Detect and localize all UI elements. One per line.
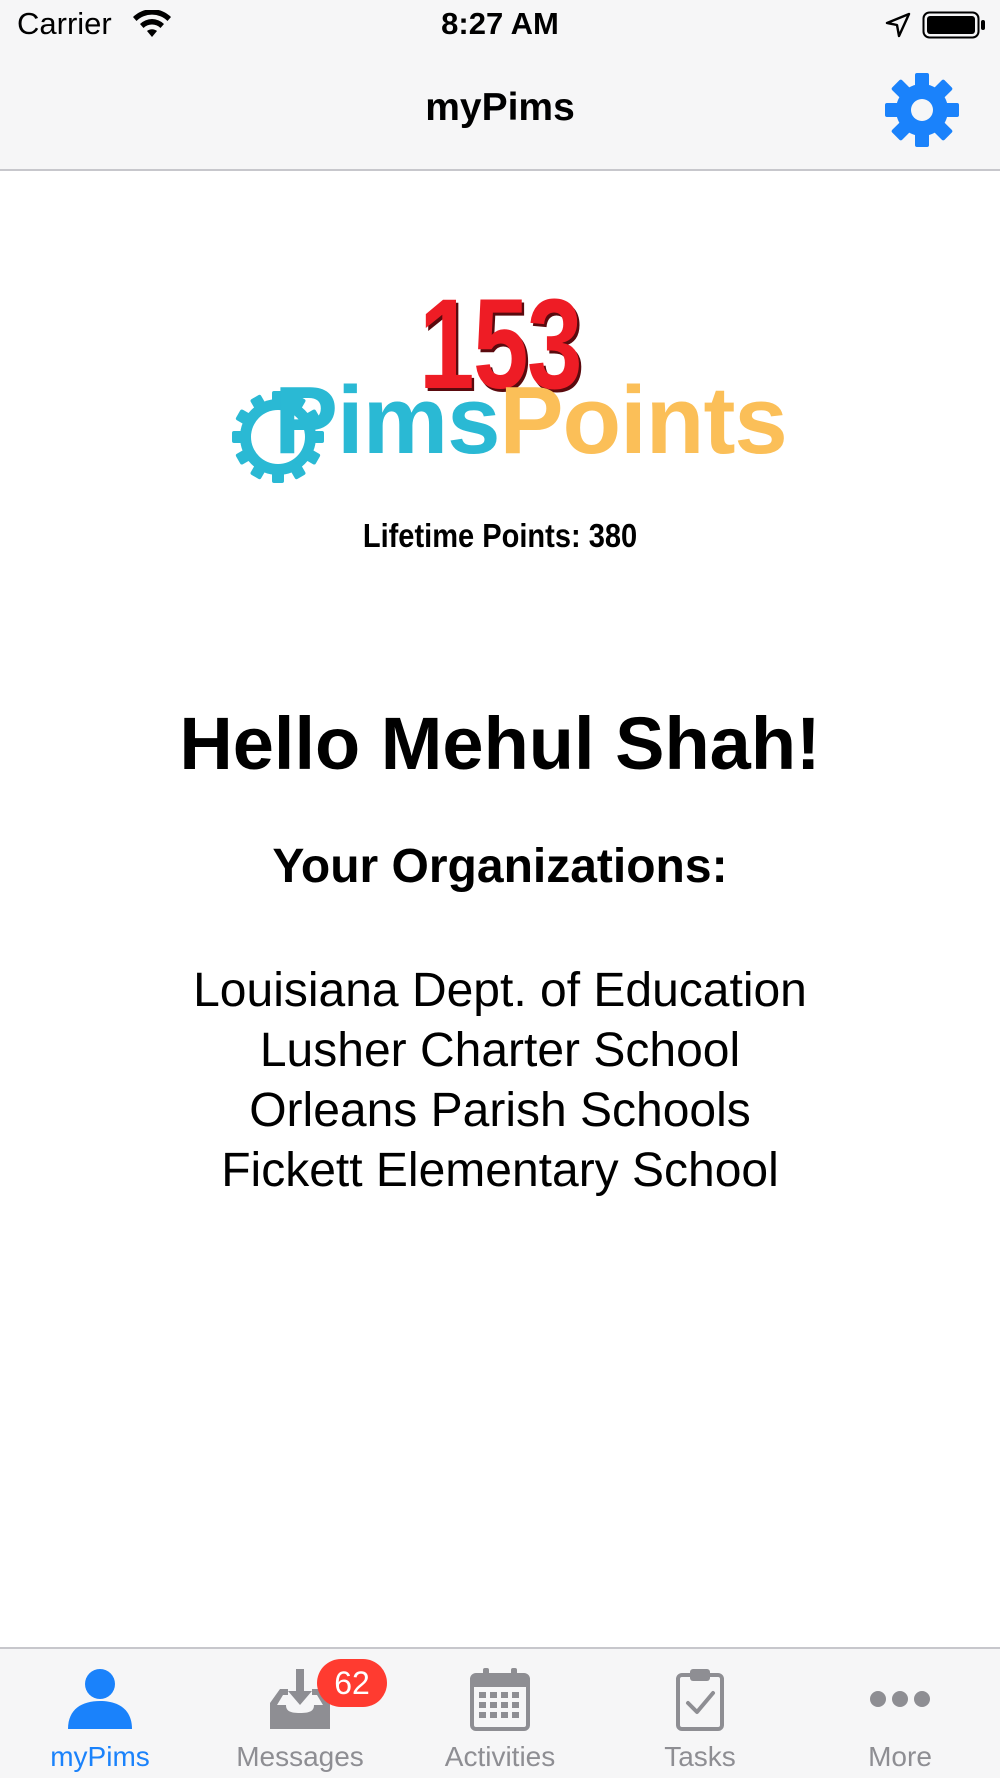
tab-bar xyxy=(0,1647,1000,1778)
tab-messages[interactable] xyxy=(200,1649,400,1778)
tab-more[interactable] xyxy=(800,1649,1000,1778)
top-chrome xyxy=(0,0,1000,171)
organization-item: Orleans Parish Schools xyxy=(249,1084,751,1137)
tab-label: Tasks xyxy=(664,1741,736,1772)
logo-text-points: Points xyxy=(499,367,787,474)
tab-label: Activities xyxy=(444,1741,556,1772)
greeting: Hello Mehul Shah! xyxy=(179,702,821,785)
organizations-heading: Your Organizations: xyxy=(272,840,728,893)
ellipsis-icon xyxy=(866,1667,934,1731)
person-icon xyxy=(66,1667,134,1731)
logo-wordmark xyxy=(274,367,787,474)
tab-tasks[interactable] xyxy=(600,1649,800,1778)
main-content xyxy=(0,171,1000,1647)
settings-button[interactable] xyxy=(884,72,960,148)
logo-text-pims: Pims xyxy=(274,367,500,474)
battery-icon xyxy=(922,10,986,40)
navigation-bar xyxy=(0,52,1000,169)
organization-item: Lusher Charter School xyxy=(259,1024,741,1077)
organization-item: Fickett Elementary School xyxy=(221,1144,779,1197)
pimspoints-logo xyxy=(232,367,787,493)
page-title: myPims xyxy=(425,86,575,129)
clipboard-check-icon xyxy=(666,1667,734,1731)
calendar-icon xyxy=(466,1667,534,1731)
organization-item: Louisiana Dept. of Education xyxy=(193,964,807,1017)
tab-mypims[interactable] xyxy=(0,1649,200,1778)
messages-badge: 62 xyxy=(317,1659,387,1707)
tab-activities[interactable] xyxy=(400,1649,600,1778)
gear-icon xyxy=(884,72,960,148)
lifetime-points: Lifetime Points: 380 xyxy=(362,517,638,554)
tab-label: Messages xyxy=(236,1741,364,1772)
tab-label: More xyxy=(868,1741,932,1772)
carrier-label: Carrier xyxy=(17,6,112,41)
organizations-list xyxy=(0,961,1000,1201)
points-balance: 153 xyxy=(419,273,581,416)
tab-label: myPims xyxy=(50,1741,150,1772)
status-time: 8:27 AM xyxy=(441,6,559,41)
status-bar xyxy=(0,0,1000,52)
location-arrow-icon xyxy=(885,12,911,38)
